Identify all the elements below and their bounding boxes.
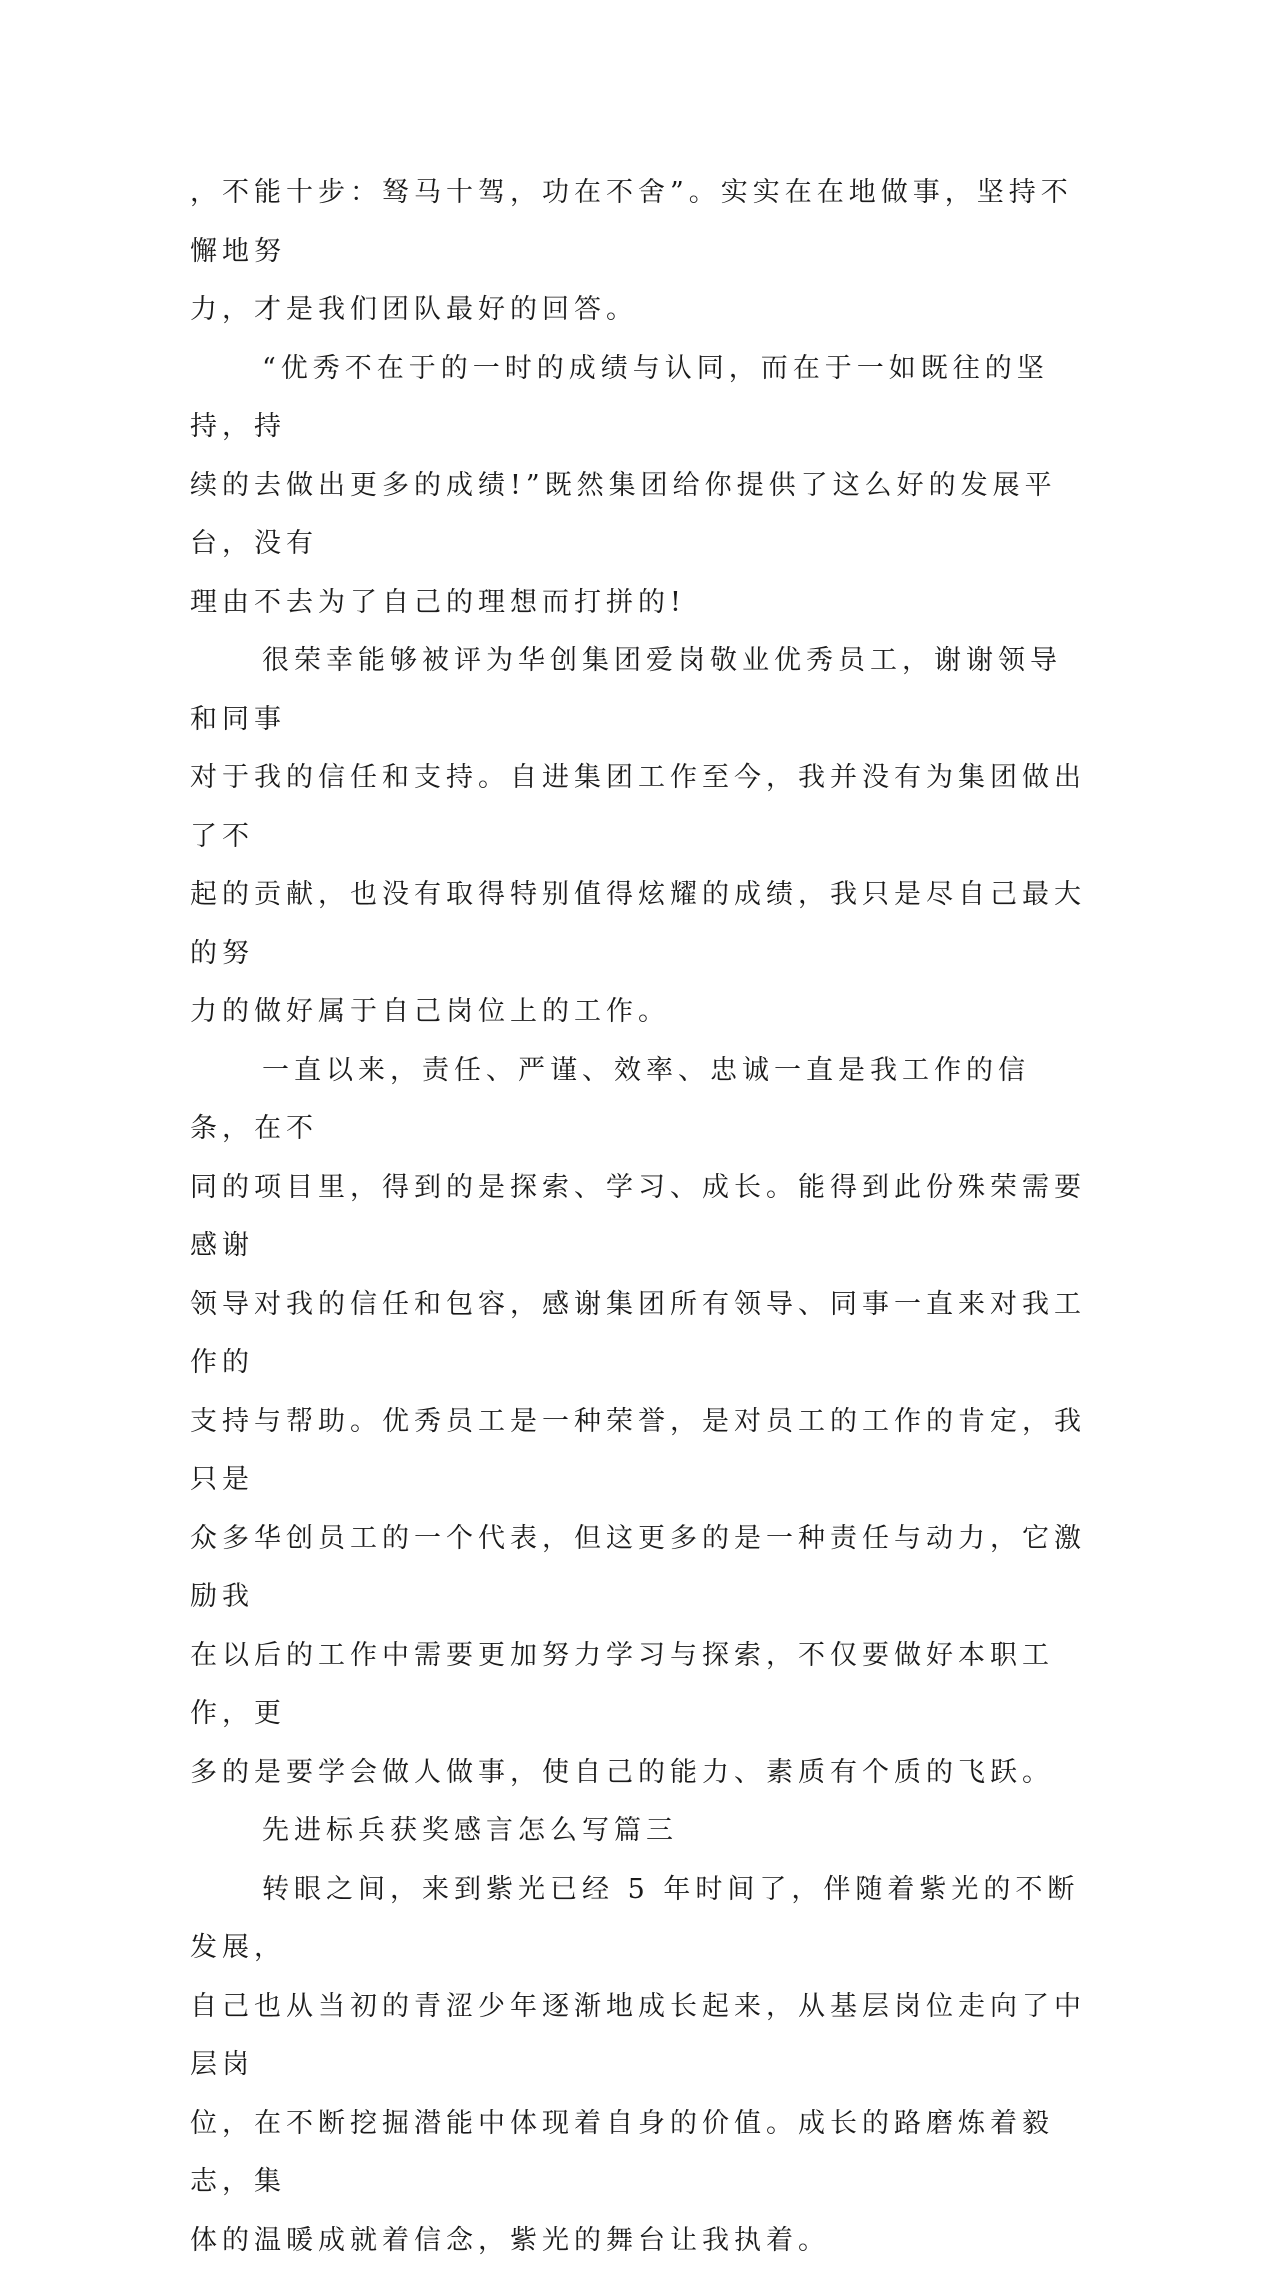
text-line: “优秀不在于的一时的成绩与认同，而在于一如既往的坚持，持	[190, 353, 1049, 443]
text-line: ，不能十步：驽马十驾，功在不舍”。实实在在地做事，坚持不懈地努	[190, 177, 1073, 267]
text-line: 支持与帮助。优秀员工是一种荣誉，是对员工的工作的肯定，我只是	[190, 1406, 1086, 1496]
paragraph	[190, 1042, 1090, 1803]
text-line: 续的去做出更多的成绩!”既然集团给你提供了这么好的发展平台，没有	[190, 470, 1057, 560]
paragraph	[190, 1861, 1090, 2270]
text-line: 理由不去为了自己的理想而打拼的!	[190, 587, 686, 618]
text-line: 转眼之间，来到紫光已经 5 年时间了，伴随着紫光的不断发展，	[190, 1874, 1079, 1964]
text-line: 多的是要学会做人做事，使自己的能力、素质有个质的飞跃。	[190, 1757, 1054, 1788]
paragraph	[190, 340, 1090, 633]
text-line: 位，在不断挖掘潜能中体现着自身的价值。成长的路磨炼着毅志，集	[190, 2108, 1054, 2198]
paragraph	[190, 632, 1090, 1042]
text-line: 力，才是我们团队最好的回答。	[190, 294, 638, 325]
paragraph	[190, 164, 1090, 340]
text-line: 在以后的工作中需要更加努力学习与探索，不仅要做好本职工作，更	[190, 1640, 1054, 1730]
text-line: 体的温暖成就着信念，紫光的舞台让我执着。	[190, 2225, 830, 2256]
text-line: 先进标兵获奖感言怎么写篇三	[262, 1815, 678, 1846]
text-line: 力的做好属于自己岗位上的工作。	[190, 996, 670, 1027]
text-line: 自己也从当初的青涩少年逐渐地成长起来，从基层岗位走向了中层岗	[190, 1991, 1086, 2081]
text-line: 同的项目里，得到的是探索、学习、成长。能得到此份殊荣需要感谢	[190, 1172, 1086, 1262]
text-line: 起的贡献，也没有取得特别值得炫耀的成绩，我只是尽自己最大的努	[190, 879, 1086, 969]
document-body	[190, 164, 1090, 2270]
section-heading	[190, 1802, 1090, 1861]
text-line: 领导对我的信任和包容，感谢集团所有领导、同事一直来对我工作的	[190, 1289, 1086, 1379]
text-line: 很荣幸能够被评为华创集团爱岗敬业优秀员工，谢谢领导和同事	[190, 645, 1062, 735]
text-line: 一直以来，责任、严谨、效率、忠诚一直是我工作的信条，在不	[190, 1055, 1030, 1145]
text-line: 众多华创员工的一个代表，但这更多的是一种责任与动力，它激励我	[190, 1523, 1086, 1613]
text-line: 对于我的信任和支持。自进集团工作至今，我并没有为集团做出了不	[190, 762, 1086, 852]
